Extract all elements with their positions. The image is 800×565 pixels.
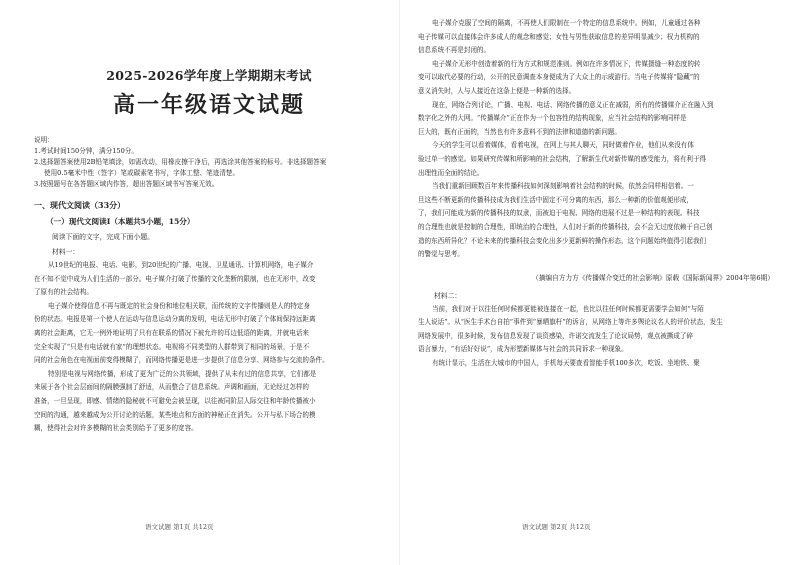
section-heading: 一、现代文阅读（33分） <box>34 200 126 210</box>
note-3: 3.按照题号在各答题区域内作答，超出答题区域书写答案无效。 <box>34 180 219 188</box>
text-line: 在不知不觉中成为人们生活的一部分。电子媒介打破了传播的文化垄断的限制，也在无形中，改变 <box>34 274 316 283</box>
paragraph <box>418 303 778 357</box>
note-2-continued: 使用0.5毫米中性（签字）笔或碳素笔书写，字体工整、笔迹清楚。 <box>44 169 240 177</box>
text-line: 份的状态。电报是第一个使人在运动与信息运动分离的发明，电话无形中打破了个体间保持远距离 <box>34 315 316 324</box>
text-line: 网络发展中，很多时候，发布信息发现了谈资感染，许诺交流发生了论议局势，观点被撕成了碎 <box>418 331 693 340</box>
right-page <box>400 0 800 565</box>
paragraph <box>34 368 384 436</box>
note-2: 2.选择题答案使用2B铅笔填涂，如需改动，用橡皮擦干净后，再选涂其他答案的标号。非选择题答案 <box>34 158 327 166</box>
text-line: 验过单一的感觉。如果研究传媒和所影响的社会结构，了解新生代对新传媒的感受能力，将有利于得 <box>418 154 707 163</box>
page-footer: 语文试题 第1页 共12页 <box>145 523 214 531</box>
text-line: 完全实现了“只是有电话就有家”的理想状态。电视将不同类型的人群带到了相同的场景，于是不 <box>34 342 310 351</box>
paragraph <box>418 17 778 58</box>
text-line: 意义消失时，人与人接近在这条上便是一种新的选择。 <box>418 86 576 95</box>
exam-notes <box>34 135 384 190</box>
text-line: 今天的学生可以看着媒体，看着电视，在网上与其人聊天，同时做着作业，他们从来没有体 <box>432 141 694 150</box>
text-line: 旦这些不断更新的传播科技成为我们生活中固定不可分离的东西，那么一种新的价值观便形成， <box>418 195 693 204</box>
paragraph <box>418 357 778 371</box>
paragraph <box>418 180 778 262</box>
paragraph <box>418 58 778 99</box>
text-line: 现在，网络合列讨论，广播、电视、电话、网络传播的意义正在减弱，所有的传播媒介正在融入到 <box>432 100 714 109</box>
text-line: 当我们重新回顾数百年来传播科技如何深刻影响着社会结构的时候，依然会同样相信着。一 <box>432 182 694 191</box>
material-1-text <box>34 259 384 436</box>
text-line: 造的东西所异化？不论未来的传播科技会变化出多少更新鲜的操作形态，这个问题始终值得引起我们 <box>418 236 707 245</box>
text-line: 语言暴力，“有话好好说”，成为形塑新媒体与社会的共同诉求一种现象。 <box>418 345 628 354</box>
text-line: 同的社会角色在电视面前变得模糊了，而网络传播更是进一步提供了信息分享、网络参与交流的条件。 <box>34 356 329 365</box>
text-line: 当前，我们对于以往任何时候都更能被连接在一起，也比以往任何时候都更需要学会如何“与陌 <box>432 304 704 313</box>
text-line: 离的社会距离，它无一例外地证明了只有在联系的情况下被允许的耳边低语的距离，并就电话来 <box>34 328 309 337</box>
page-footer: 语文试题 第2页 共12页 <box>522 523 591 531</box>
note-1: 1.考试时间150分钟，满分150分。 <box>34 147 138 155</box>
text-line: 了，我们可能成为新的传播科技的奴隶，而被迫于电视、网络的进展不过是一种结构的表现。科技 <box>418 209 700 218</box>
text-line: 特别是电视与网络传播，形成了更为广泛的公共领域，提供了从未有过的信息共享，它们都是 <box>48 369 317 378</box>
material-2-label: 材料二： <box>434 291 462 300</box>
material-1-text-continued <box>418 17 778 262</box>
notes-label: 说明： <box>34 136 54 144</box>
paragraph <box>34 300 384 368</box>
text-line: 的合理性也就是控制的合理性，即统治的合理性，人们对于新的传播科技，会不会无过度依赖于自己创 <box>418 222 713 231</box>
paper-title: 高一年级语文试题 <box>112 92 305 118</box>
text-line: 巨大的，既有正面的，当然也有许多意料不到的法律和道德的新问题。 <box>418 127 621 136</box>
subsection-heading: （一）现代文阅读Ⅰ（本题共5小题，15分） <box>46 217 195 226</box>
paragraph <box>34 259 384 300</box>
text-line: 糊，使得社会对许多模糊的社会类别给予了更多的宽容。 <box>34 424 198 433</box>
text-line: 空间的沟通，越来越成为公开讨论的话题，某些地点和方面的神秘正在消失。公开与私下场合的模 <box>34 410 316 419</box>
material-1-label: 材料一： <box>52 248 80 256</box>
text-line: 电子媒介使得信息不再与既定的社会身份和地位相关联，而传统的文字传播则是人的特定身 <box>48 301 310 310</box>
text-line: 的警觉与思考。 <box>418 250 464 259</box>
text-line: 电子传媒可以直接体会许多成人的观念和感觉；女性与男性获取信息的差异明显减少；权力机构的 <box>418 32 700 41</box>
text-line: 来展于各个社会层面间的隔膜强制了舒适，从而整合了信息系统。声调和画面，无论经过怎样的 <box>34 383 309 392</box>
text-line: 准备，一旦呈现，即感、情绪的隐秘就不可避免会被呈现，以往被同阶层人际交往和年龄传播被小 <box>34 396 316 405</box>
material-2-text <box>418 303 778 371</box>
text-line: 电子媒介无形中创造着新的行为方式和规范准则。例如在许多情况下，传媒摄缝一种态度的转 <box>432 59 701 68</box>
source-citation: （摘编自方力方《传播媒介变迁的社会影响》原载《国际新闻界》2004年第6期） <box>532 273 774 282</box>
text-line: 出理性而全面的结论。 <box>418 168 484 177</box>
text-line: 从19世纪的电报、电话、电影，到20世纪的广播、电视、卫星通讯、计算机网络，电子媒介 <box>48 261 314 269</box>
paragraph <box>418 139 778 180</box>
exam-title: 2025-2026学年度上学期期末考试 <box>106 68 312 83</box>
text-line: 电子媒介克服了空间的隔离，不再使人们限制在一个特定的信息系统中。例如，儿童通过各种 <box>432 19 701 27</box>
text-line: 有统计显示，生活在大城市的中国人，手机每天要查看智能手机100多次，吃饭、坐地铁、聚 <box>432 359 700 368</box>
text-line: 数字化之外的大网。“传播媒介”正在作为一个包容性的结构现象，应当社会结构的影响同样是 <box>418 114 687 123</box>
reading-instruction: 阅读下面的文字，完成下面小题。 <box>52 233 154 241</box>
text-line: 生人说话”。从“医生手术台自拍”事件到“暴晒旗杆”的诉言，从网络上等许多舆论议名人的评价状态，发生 <box>418 318 723 327</box>
text-line: 信息系统不再是封闭的。 <box>418 46 491 55</box>
text-line: 了原有的社会结构。 <box>34 288 93 297</box>
paragraph <box>418 99 778 140</box>
text-line: 变可以取代必要的行动，公开的民意调查本身便成为了大众上的示威游行。当电子传媒将“隐藏”的 <box>418 73 700 82</box>
